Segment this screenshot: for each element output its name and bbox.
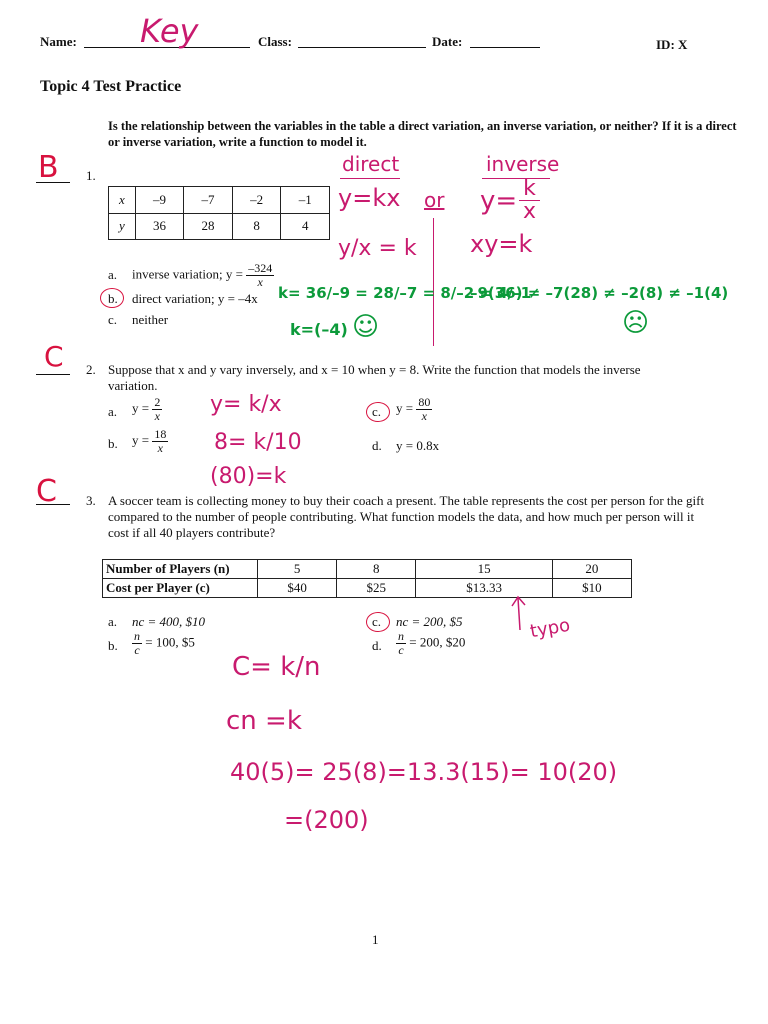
q2-option-d-text: y = 0.8x: [396, 438, 440, 453]
frac-den: x: [154, 409, 160, 423]
frac-num: n: [398, 629, 404, 643]
note-products: –9(36) ≠ –7(28) ≠ –2(8) ≠ –1(4): [470, 284, 729, 302]
q1-option-b-letter: b.: [108, 291, 118, 306]
note-inverse-x: x: [523, 199, 537, 224]
frac-num: 18: [154, 427, 167, 441]
frac-num: –324: [248, 261, 273, 275]
q1-option-c-letter: c.: [108, 312, 118, 327]
page-title: Topic 4 Test Practice: [40, 78, 182, 95]
q3-option-d-letter: d.: [372, 638, 382, 653]
q1-option-a-letter: a.: [108, 267, 118, 282]
q3-answer: C: [36, 474, 57, 509]
q3-option-b-fraction: [132, 630, 142, 657]
q2-number: 2.: [86, 362, 96, 377]
q3-option-b: [132, 630, 195, 657]
note-ratio: k= 36/–9 = 28/–7 = 8/–2 = 4/–1: [278, 284, 532, 302]
q2-text: Suppose that x and y vary inversely, and x = 10 when y = 8. Write the function that models the inverse variation.: [108, 362, 641, 393]
frac-num: n: [134, 629, 140, 643]
q3-text: A soccer team is collecting money to buy their coach a present. The table represents the cost per person for the gift compared to the number of people contributing. What function models the data, and how much per person will it cost if all 40 players contribute?: [108, 493, 705, 540]
q1-option-c-text: neither: [132, 312, 169, 327]
q3-note-2: cn =k: [226, 706, 302, 736]
q2-option-b-fraction: [152, 428, 168, 455]
q3-table-row-c: [103, 579, 632, 598]
q3-option-b-text: = 100, $5: [145, 634, 195, 650]
q3-cell: 20: [552, 560, 631, 579]
q2-option-a-fraction: [152, 396, 162, 423]
q1-cell: 8: [232, 213, 281, 240]
name-label: Name:: [40, 34, 77, 49]
q1-cell: y: [109, 213, 136, 240]
q3-option-c-letter: c.: [372, 614, 382, 629]
q3-cell: $40: [258, 579, 337, 598]
q1-cell: –9: [135, 187, 184, 214]
q1-cell: –2: [232, 187, 281, 214]
q2-option-c-fraction: [416, 396, 432, 423]
frac-den: x: [421, 409, 427, 423]
q3-cell: Cost per Player (c): [103, 579, 258, 598]
note-or: or: [424, 188, 445, 212]
note-k-result: k=(–4): [290, 320, 348, 339]
q3-table-row-n: [103, 560, 632, 579]
q1-cell: 36: [135, 213, 184, 240]
q1-option-b-text: direct variation; y = –4x: [132, 291, 258, 306]
q2-option-c-letter: c.: [372, 404, 382, 419]
name-value: Key: [140, 12, 199, 50]
note-direct-eq: y=kx: [338, 184, 401, 212]
q3-note-4: =(200): [284, 806, 369, 834]
q3-cell: $25: [337, 579, 416, 598]
q1-option-a: [132, 262, 274, 289]
q3-option-d: [396, 630, 465, 657]
note-divider: [433, 218, 434, 346]
class-label: Class:: [258, 34, 292, 49]
note-inverse-eq-lhs: y=: [480, 185, 518, 216]
note-y-over-x: y/x = k: [338, 236, 417, 261]
q3-answer-line: [36, 504, 70, 505]
q3-note-1: C= k/n: [232, 652, 321, 682]
frac-den: c: [398, 643, 404, 657]
note-xy: xy=k: [470, 230, 533, 258]
page-number: 1: [372, 932, 379, 947]
instructions: Is the relationship between the variables in the table a direct variation, an inverse variation, or neither? If it is a direct or inverse variation, write a function to model it.: [108, 119, 737, 149]
q3-cell: 15: [416, 560, 552, 579]
date-label: Date:: [432, 34, 463, 49]
q1-number: 1.: [86, 168, 96, 183]
q3-option-a-text: nc = 400, $10: [132, 614, 206, 629]
q3-option-b-letter: b.: [108, 638, 118, 653]
q2-option-a-lhs: y =: [132, 400, 150, 416]
frac-den: x: [157, 441, 163, 455]
class-line: [298, 47, 426, 48]
q1-table: [108, 186, 330, 240]
q3-cell: Number of Players (n): [103, 560, 258, 579]
q2-answer-line: [36, 374, 70, 375]
q2-option-b-lhs: y =: [132, 432, 150, 448]
q2-option-c-lhs: y =: [396, 400, 414, 416]
frac-den: x: [257, 275, 263, 289]
q1-cell: 28: [184, 213, 233, 240]
q1-answer: B: [38, 150, 59, 185]
note-inverse-k: k: [519, 178, 540, 201]
date-line: [470, 47, 540, 48]
q3-number: 3.: [86, 493, 96, 508]
note-inverse-eq: [480, 178, 540, 223]
note-inverse: inverse: [486, 152, 560, 176]
id-label: ID: X: [656, 37, 688, 52]
q3-option-d-text: = 200, $20: [409, 634, 466, 650]
q3-table: [102, 559, 632, 598]
q1-cell: –7: [184, 187, 233, 214]
q2-note-1: y= k/x: [210, 392, 282, 417]
q3-cell: 8: [337, 560, 416, 579]
q3-note-3: 40(5)= 25(8)=13.3(15)= 10(20): [230, 758, 618, 786]
q1-option-a-text: inverse variation; y =: [132, 266, 247, 282]
q2-note-2: 8= k/10: [214, 430, 302, 455]
note-smile: ☺: [352, 312, 380, 342]
frac-den: c: [134, 643, 140, 657]
q1-cell: x: [109, 187, 136, 214]
q3-cell: $13.33: [416, 579, 552, 598]
q1-table-row-x: [109, 187, 330, 214]
frac-num: 80: [418, 395, 431, 409]
q3-note-typo: typo: [528, 614, 572, 643]
q3-option-d-fraction: [396, 630, 406, 657]
q1-option-a-fraction: [246, 262, 274, 289]
note-inverse-frac: [519, 178, 540, 223]
q2-note-3: (80)=k: [210, 464, 287, 489]
note-direct: direct: [342, 152, 400, 176]
note-frown: ☹: [622, 308, 650, 338]
q3-option-a-letter: a.: [108, 614, 118, 629]
q3-option-c-text: nc = 200, $5: [396, 614, 463, 629]
q2-option-a-letter: a.: [108, 404, 118, 419]
q1-answer-line: [36, 182, 70, 183]
q2-option-c: [396, 396, 432, 423]
q2-option-d-letter: d.: [372, 438, 382, 453]
q2-option-b: [132, 428, 168, 455]
q3-cell: $10: [552, 579, 631, 598]
q2-option-b-letter: b.: [108, 436, 118, 451]
note-direct-underline: [340, 178, 400, 179]
q1-cell: 4: [281, 213, 330, 240]
q1-cell: –1: [281, 187, 330, 214]
frac-num: 2: [154, 395, 161, 409]
q2-option-a: [132, 396, 162, 423]
q2-answer: C: [44, 340, 64, 373]
q1-table-row-y: [109, 213, 330, 240]
q3-cell: 5: [258, 560, 337, 579]
